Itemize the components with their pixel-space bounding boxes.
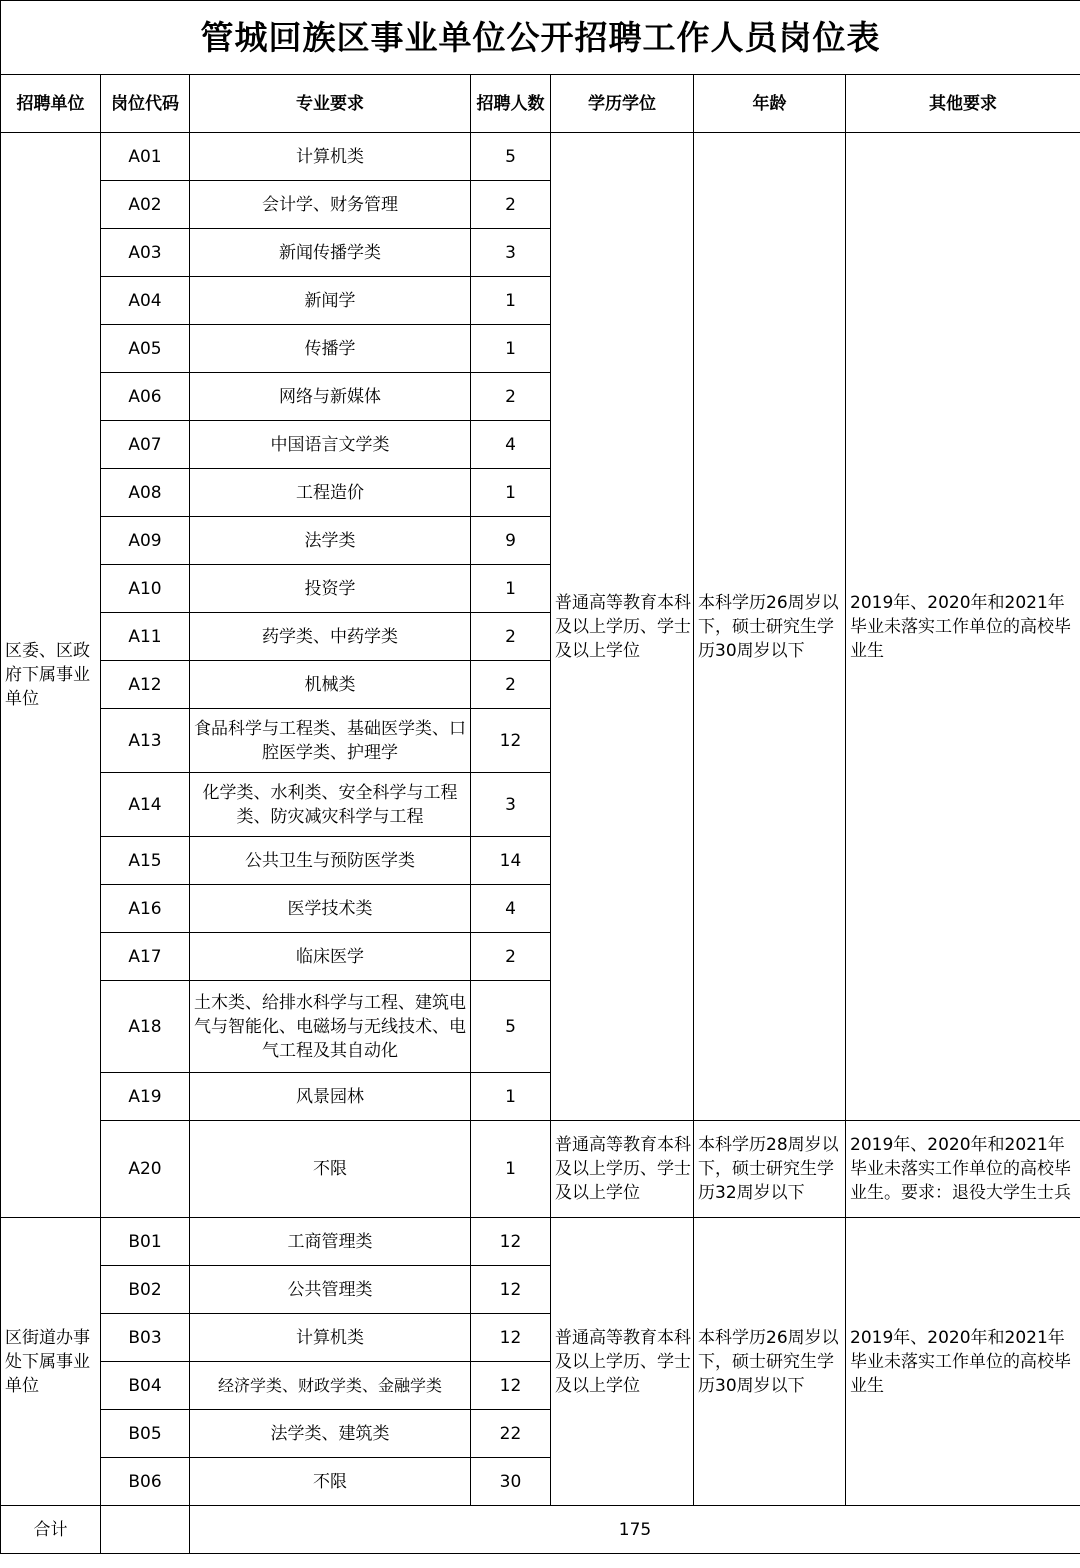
degree-cell: 普通高等教育本科及以上学历、学士及以上学位 [551,1121,694,1218]
count-cell: 2 [471,181,551,229]
count-cell: 1 [471,565,551,613]
code-cell: A03 [101,229,190,277]
code-cell: A15 [101,837,190,885]
total-value: 175 [190,1506,1080,1554]
major-cell: 机械类 [190,661,471,709]
count-cell: 12 [471,1218,551,1266]
code-cell: A13 [101,709,190,773]
major-cell: 土木类、给排水科学与工程、建筑电气与智能化、电磁场与无线技术、电气工程及其自动化 [190,981,471,1073]
page-title: 管城回族区事业单位公开招聘工作人员岗位表 [1,1,1080,75]
table-row [1,133,1080,181]
code-cell: A05 [101,325,190,373]
code-cell: B01 [101,1218,190,1266]
age-cell: 本科学历26周岁以下，硕士研究生学历30周岁以下 [694,133,846,1121]
other-cell: 2019年、2020年和2021年毕业未落实工作单位的高校毕业生 [846,1218,1080,1506]
code-cell: B02 [101,1266,190,1314]
major-cell: 不限 [190,1121,471,1218]
major-cell: 不限 [190,1458,471,1506]
total-row [1,1506,1080,1554]
count-cell: 5 [471,981,551,1073]
count-cell: 12 [471,709,551,773]
major-cell: 化学类、水利类、安全科学与工程类、防灾减灾科学与工程 [190,773,471,837]
major-cell: 风景园林 [190,1073,471,1121]
header-cell: 年龄 [694,75,846,133]
age-cell: 本科学历26周岁以下，硕士研究生学历30周岁以下 [694,1218,846,1506]
code-cell: B05 [101,1410,190,1458]
code-cell: B06 [101,1458,190,1506]
major-cell: 公共卫生与预防医学类 [190,837,471,885]
code-cell: A11 [101,613,190,661]
table-row [1,1121,1080,1218]
count-cell: 2 [471,613,551,661]
major-cell: 经济学类、财政学类、金融学类 [190,1362,471,1410]
count-cell: 2 [471,661,551,709]
major-cell: 新闻学 [190,277,471,325]
code-cell: A20 [101,1121,190,1218]
count-cell: 22 [471,1410,551,1458]
code-cell: A16 [101,885,190,933]
major-cell: 网络与新媒体 [190,373,471,421]
code-cell: A14 [101,773,190,837]
code-cell: A06 [101,373,190,421]
code-cell: A01 [101,133,190,181]
major-cell: 法学类 [190,517,471,565]
empty-cell [101,1506,190,1554]
count-cell: 1 [471,325,551,373]
major-cell: 传播学 [190,325,471,373]
major-cell: 中国语言文学类 [190,421,471,469]
header-cell: 专业要求 [190,75,471,133]
age-cell: 本科学历28周岁以下，硕士研究生学历32周岁以下 [694,1121,846,1218]
code-cell: A17 [101,933,190,981]
header-cell: 招聘单位 [1,75,101,133]
code-cell: A12 [101,661,190,709]
major-cell: 会计学、财务管理 [190,181,471,229]
count-cell: 4 [471,421,551,469]
count-cell: 12 [471,1266,551,1314]
header-cell: 招聘人数 [471,75,551,133]
unit-cell: 区委、区政府下属事业单位 [1,133,101,1218]
count-cell: 3 [471,229,551,277]
code-cell: A18 [101,981,190,1073]
major-cell: 计算机类 [190,133,471,181]
degree-cell: 普通高等教育本科及以上学历、学士及以上学位 [551,1218,694,1506]
major-cell: 药学类、中药学类 [190,613,471,661]
header-cell: 学历学位 [551,75,694,133]
major-cell: 工商管理类 [190,1218,471,1266]
major-cell: 公共管理类 [190,1266,471,1314]
count-cell: 2 [471,373,551,421]
code-cell: A09 [101,517,190,565]
count-cell: 2 [471,933,551,981]
major-cell: 计算机类 [190,1314,471,1362]
other-cell: 2019年、2020年和2021年毕业未落实工作单位的高校毕业生。要求：退役大学生士兵 [846,1121,1080,1218]
code-cell: B03 [101,1314,190,1362]
count-cell: 3 [471,773,551,837]
code-cell: A19 [101,1073,190,1121]
other-cell: 2019年、2020年和2021年毕业未落实工作单位的高校毕业生 [846,133,1080,1121]
count-cell: 12 [471,1314,551,1362]
header-cell: 其他要求 [846,75,1080,133]
code-cell: A04 [101,277,190,325]
code-cell: A07 [101,421,190,469]
code-cell: A02 [101,181,190,229]
unit-cell: 区街道办事处下属事业单位 [1,1218,101,1506]
major-cell: 食品科学与工程类、基础医学类、口腔医学类、护理学 [190,709,471,773]
major-cell: 工程造价 [190,469,471,517]
degree-cell: 普通高等教育本科及以上学历、学士及以上学位 [551,133,694,1121]
table-row [1,1218,1080,1266]
count-cell: 5 [471,133,551,181]
major-cell: 临床医学 [190,933,471,981]
count-cell: 1 [471,1073,551,1121]
count-cell: 30 [471,1458,551,1506]
header-cell: 岗位代码 [101,75,190,133]
major-cell: 法学类、建筑类 [190,1410,471,1458]
code-cell: A10 [101,565,190,613]
count-cell: 1 [471,277,551,325]
code-cell: A08 [101,469,190,517]
total-label: 合计 [1,1506,101,1554]
count-cell: 12 [471,1362,551,1410]
major-cell: 新闻传播学类 [190,229,471,277]
count-cell: 1 [471,469,551,517]
count-cell: 9 [471,517,551,565]
code-cell: B04 [101,1362,190,1410]
header-row [1,75,1080,133]
count-cell: 14 [471,837,551,885]
count-cell: 4 [471,885,551,933]
count-cell: 1 [471,1121,551,1218]
major-cell: 投资学 [190,565,471,613]
major-cell: 医学技术类 [190,885,471,933]
